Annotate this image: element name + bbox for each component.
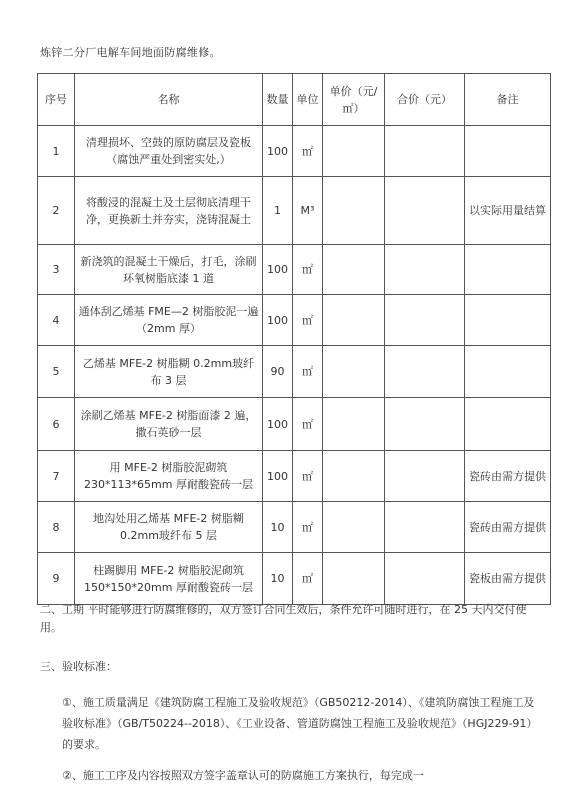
table-row	[38, 126, 551, 177]
cell-note	[465, 126, 551, 177]
table-row	[38, 295, 551, 346]
cell-name: 清理损坏、空鼓的原防腐层及瓷板（腐蚀严重处到密实处,）	[75, 126, 263, 177]
cell-unit: ㎡	[293, 398, 323, 451]
cell-note	[465, 398, 551, 451]
header-name: 名称	[75, 74, 263, 126]
cell-name: 柱踢脚用 MFE-2 树脂胶泥砌筑 150*150*20mm 厚耐酸瓷砖一层	[75, 553, 263, 605]
cell-total	[385, 245, 465, 295]
cell-price	[323, 177, 385, 245]
cell-price	[323, 245, 385, 295]
cell-seq: 5	[38, 346, 75, 398]
cell-qty: 90	[263, 346, 293, 398]
cell-seq: 4	[38, 295, 75, 346]
table-row	[38, 245, 551, 295]
header-qty: 数量	[263, 74, 293, 126]
cell-unit: ㎡	[293, 502, 323, 553]
cell-note	[465, 245, 551, 295]
cell-total	[385, 553, 465, 605]
table-row	[38, 346, 551, 398]
cell-seq: 1	[38, 126, 75, 177]
cell-price	[323, 451, 385, 502]
cell-unit: M³	[293, 177, 323, 245]
cell-note: 瓷砖由需方提供	[465, 451, 551, 502]
cell-price	[323, 126, 385, 177]
acceptance-item-1: ①、施工质量满足《建筑防腐工程施工及验收规范》（GB50212-2014）、《建筑防腐蚀工程施工及验收标准》（GB/T50224--2018）、《工业设备、管道防腐蚀工程施工及验收规范》（HGJ229-91）的要求。	[62, 696, 535, 751]
cell-total	[385, 177, 465, 245]
header-price: 单价（元/㎡）	[323, 74, 385, 126]
cell-price	[323, 295, 385, 346]
cell-unit: ㎡	[293, 553, 323, 605]
cell-qty: 1	[263, 177, 293, 245]
cell-name: 将酸浸的混凝土及土层彻底清理干净，更换新土并夯实，浇铸混凝土	[75, 177, 263, 245]
table-row	[38, 451, 551, 502]
table-row	[38, 177, 551, 245]
cell-seq: 9	[38, 553, 75, 605]
cell-seq: 6	[38, 398, 75, 451]
cell-name: 地沟处用乙烯基 MFE-2 树脂糊 0.2mm玻纤布 5 层	[75, 502, 263, 553]
table-header-row	[38, 74, 551, 126]
schedule-paragraph: 二、工期 平时能够进行防腐维修的，双方签订合同生效后，条件允许可随时进行，在 25 天内交付使用。	[40, 603, 527, 634]
cell-total	[385, 126, 465, 177]
cell-price	[323, 502, 385, 553]
cell-name: 涂刷乙烯基 MFE-2 树脂面漆 2 遍，撒石英砂一层	[75, 398, 263, 451]
cell-name: 乙烯基 MFE-2 树脂糊 0.2mm玻纤布 3 层	[75, 346, 263, 398]
cell-price	[323, 398, 385, 451]
cell-qty: 100	[263, 126, 293, 177]
cell-total	[385, 398, 465, 451]
cell-seq: 7	[38, 451, 75, 502]
cell-qty: 10	[263, 502, 293, 553]
header-total: 合价（元）	[385, 74, 465, 126]
cell-unit: ㎡	[293, 451, 323, 502]
cell-note: 瓷板由需方提供	[465, 553, 551, 605]
cell-total	[385, 346, 465, 398]
header-unit: 单位	[293, 74, 323, 126]
cell-price	[323, 346, 385, 398]
table-row	[38, 398, 551, 451]
cell-name: 新浇筑的混凝土干燥后，打毛，涂刷环氧树脂底漆 1 道	[75, 245, 263, 295]
table-row	[38, 502, 551, 553]
cell-qty: 100	[263, 451, 293, 502]
cell-name: 通体刮乙烯基 FME—2 树脂胶泥一遍（2mm 厚）	[75, 295, 263, 346]
cell-qty: 100	[263, 295, 293, 346]
cell-seq: 8	[38, 502, 75, 553]
cell-qty: 10	[263, 553, 293, 605]
header-seq: 序号	[38, 74, 75, 126]
cell-price	[323, 553, 385, 605]
cell-seq: 3	[38, 245, 75, 295]
cell-qty: 100	[263, 398, 293, 451]
cell-note: 瓷砖由需方提供	[465, 502, 551, 553]
cell-unit: ㎡	[293, 346, 323, 398]
header-note: 备注	[465, 74, 551, 126]
cell-qty: 100	[263, 245, 293, 295]
cell-note	[465, 346, 551, 398]
cell-total	[385, 451, 465, 502]
cell-seq: 2	[38, 177, 75, 245]
acceptance-heading: 三、验收标准：	[40, 660, 117, 673]
cell-unit: ㎡	[293, 245, 323, 295]
cell-note	[465, 295, 551, 346]
cell-name: 用 MFE-2 树脂胶泥砌筑 230*113*65mm 厚耐酸瓷砖一层	[75, 451, 263, 502]
cell-total	[385, 295, 465, 346]
quotation-table	[37, 73, 551, 605]
cell-note: 以实际用量结算	[465, 177, 551, 245]
cell-unit: ㎡	[293, 295, 323, 346]
cell-unit: ㎡	[293, 126, 323, 177]
intro-text: 炼锌二分厂电解车间地面防腐维修。	[40, 46, 221, 59]
cell-total	[385, 502, 465, 553]
acceptance-item-2: ②、施工工序及内容按照双方签字盖章认可的防腐施工方案执行，每完成一	[62, 769, 424, 782]
table-row	[38, 553, 551, 605]
